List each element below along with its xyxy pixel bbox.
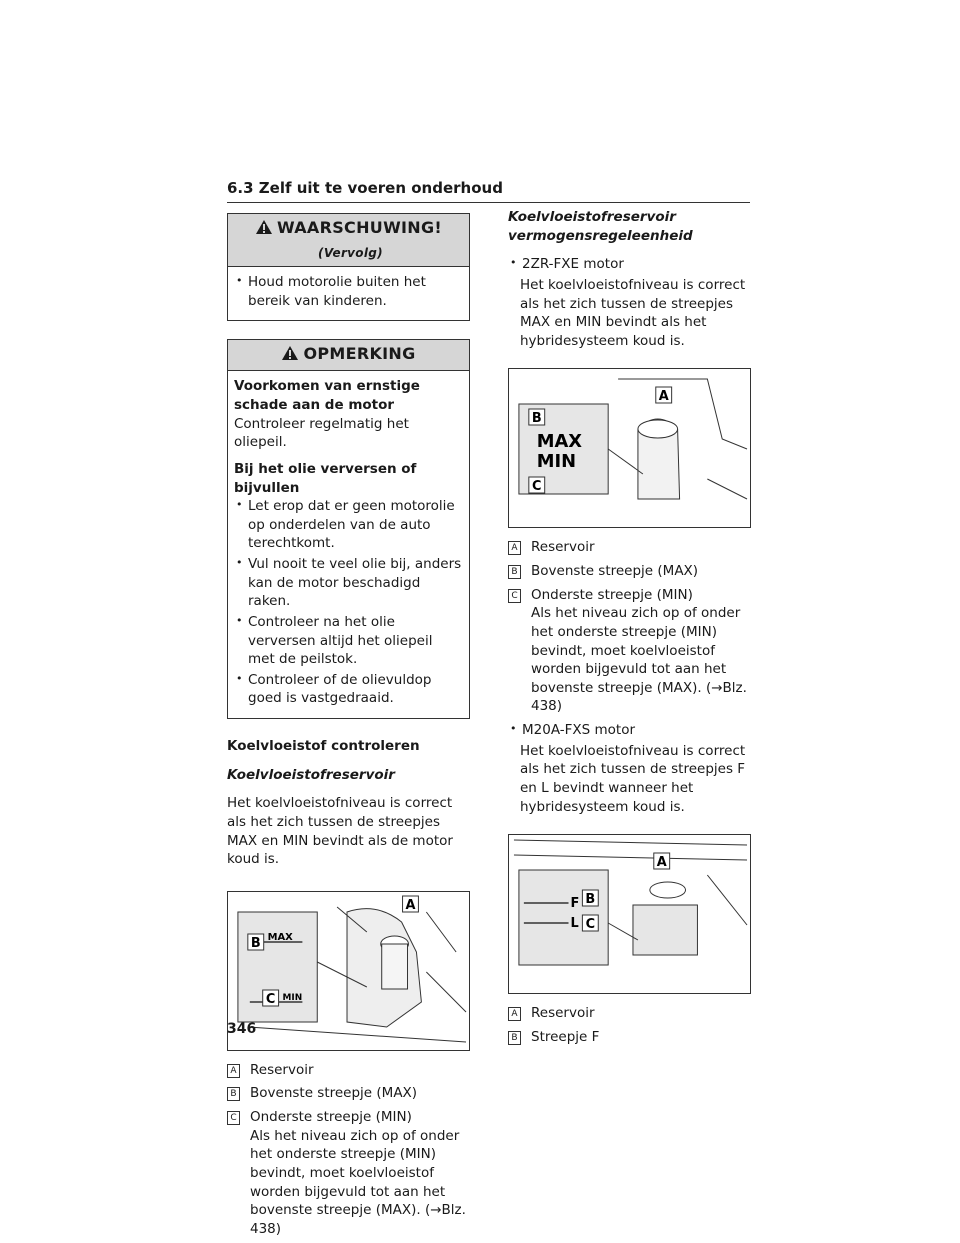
page-number: 346 [227, 1021, 257, 1037]
callout-text: Onderste streepje (MIN) [250, 1109, 412, 1126]
section-title: 6.3 Zelf uit te voeren onderhoud [227, 178, 750, 203]
notice-heading-2: Bij het olie verversen of bijvullen [234, 460, 417, 496]
coolant-subheading: Koelvloeistofreservoir [227, 766, 395, 783]
notice-bullet: • Let erop dat er geen motorolie op onderdelen van de auto terechtkomt. [234, 497, 463, 553]
callout-letter: A [508, 541, 521, 555]
callout-a [227, 1061, 470, 1080]
notice-title: OPMERKING [303, 344, 416, 364]
pcu-subheading: Koelvloeistofreservoir vermogensregeleenheid [508, 209, 693, 244]
callout-letter: C [227, 1111, 240, 1125]
label-c: C [265, 991, 276, 1007]
max-mark: MAX [536, 431, 583, 453]
label-c: C [532, 479, 542, 495]
warning-box [227, 213, 470, 321]
engine2-text: Het koelvloeistofniveau is correct als het zich tussen de streepjes F en L bevindt wanneer het hybridesysteem koud is. [520, 742, 746, 815]
callout-c [227, 1108, 470, 1238]
notice-bullet: • Controleer na het olie verversen altijd het oliepeil met de peilstok. [234, 613, 463, 669]
engine-illustration [228, 892, 469, 1050]
max-mark: MAX [267, 931, 293, 943]
engine1-text: Het koelvloeistofniveau is correct als het zich tussen de streepjes MAX en MIN bevindt als het hybridesysteem koud is. [520, 276, 746, 349]
callout-text: Streepje F [531, 1028, 600, 1045]
callout-text: Onderste streepje (MIN) [531, 586, 693, 603]
label-b: B [250, 935, 261, 951]
label-a: A [658, 389, 669, 405]
mark-f: F [570, 896, 580, 912]
engine2-name: • M20A-FXS motor [508, 721, 751, 740]
label-b: B [585, 892, 596, 908]
warning-triangle-icon [255, 219, 273, 241]
callout-text: Reservoir [531, 1005, 595, 1022]
callout-letter: B [227, 1087, 240, 1101]
callout-letter: B [508, 1031, 521, 1045]
notice-heading-1: Voorkomen van ernstige schade aan de motor [234, 378, 420, 414]
callout-a [508, 538, 751, 557]
callout-b [227, 1084, 470, 1103]
callout-letter: A [508, 1007, 521, 1021]
callout-text: Reservoir [531, 539, 595, 556]
coolant-reservoir-figure [227, 891, 470, 1051]
label-a: A [405, 897, 416, 913]
notice-header [228, 340, 469, 371]
notice-icon [281, 345, 299, 367]
callout-extra: Als het niveau zich op of onder het onderste streepje (MIN) bevindt, moet koelvloeistof worden bijgevuld tot aan het bovenste streepje (MAX). (→Blz. 438) [250, 1127, 466, 1237]
callout-text: Bovenste streepje (MAX) [250, 1085, 418, 1102]
left-column [227, 213, 470, 1243]
warning-subtitle: (Vervolg) [318, 246, 383, 261]
notice-text-1: Controleer regelmatig het oliepeil. [234, 415, 409, 451]
label-b: B [531, 411, 542, 427]
min-mark: MIN [536, 451, 577, 473]
callout-text: Bovenste streepje (MAX) [531, 563, 699, 579]
notice-bullet: • Vul nooit te veel olie bij, anders kan de motor beschadigd raken. [234, 555, 463, 611]
label-a: A [656, 855, 667, 871]
warning-title: WAARSCHUWING! [277, 218, 442, 237]
warning-bullet: • Houd motorolie buiten het bereik van kinderen. [234, 273, 463, 310]
right-column [508, 208, 751, 1051]
coolant-paragraph: Het koelvloeistofniveau is correct als het zich tussen de streepjes MAX en MIN bevindt als de motor koud is. [227, 795, 453, 868]
callout-letter: B [508, 565, 521, 579]
mark-l: L [570, 916, 579, 932]
callout-letter: A [227, 1064, 240, 1078]
callout-a [508, 1004, 751, 1023]
callout-text: Reservoir [250, 1061, 314, 1078]
engine-illustration [509, 835, 750, 993]
callout-c [508, 586, 751, 716]
label-c: C [585, 917, 596, 933]
warning-header [228, 214, 469, 267]
notice-bullet: • Controleer of de olievuldop goed is vastgedraaid. [234, 671, 463, 708]
callout-letter: C [508, 589, 521, 603]
min-mark: MIN [282, 992, 303, 1003]
pcu-reservoir-figure-2 [508, 834, 751, 994]
callout-b [508, 1028, 751, 1047]
pcu-reservoir-figure-1 [508, 368, 751, 528]
coolant-heading: Koelvloeistof controleren [227, 738, 420, 755]
engine1-name: • 2ZR-FXE motor [508, 255, 751, 274]
notice-box [227, 339, 470, 719]
callout-b [508, 562, 751, 581]
engine-illustration [509, 369, 750, 527]
callout-extra: Als het niveau zich op of onder het onderste streepje (MIN) bevindt, moet koelvloeistof worden bijgevuld tot aan het bovenste streepje (MAX). (→Blz. 438) [531, 605, 747, 715]
